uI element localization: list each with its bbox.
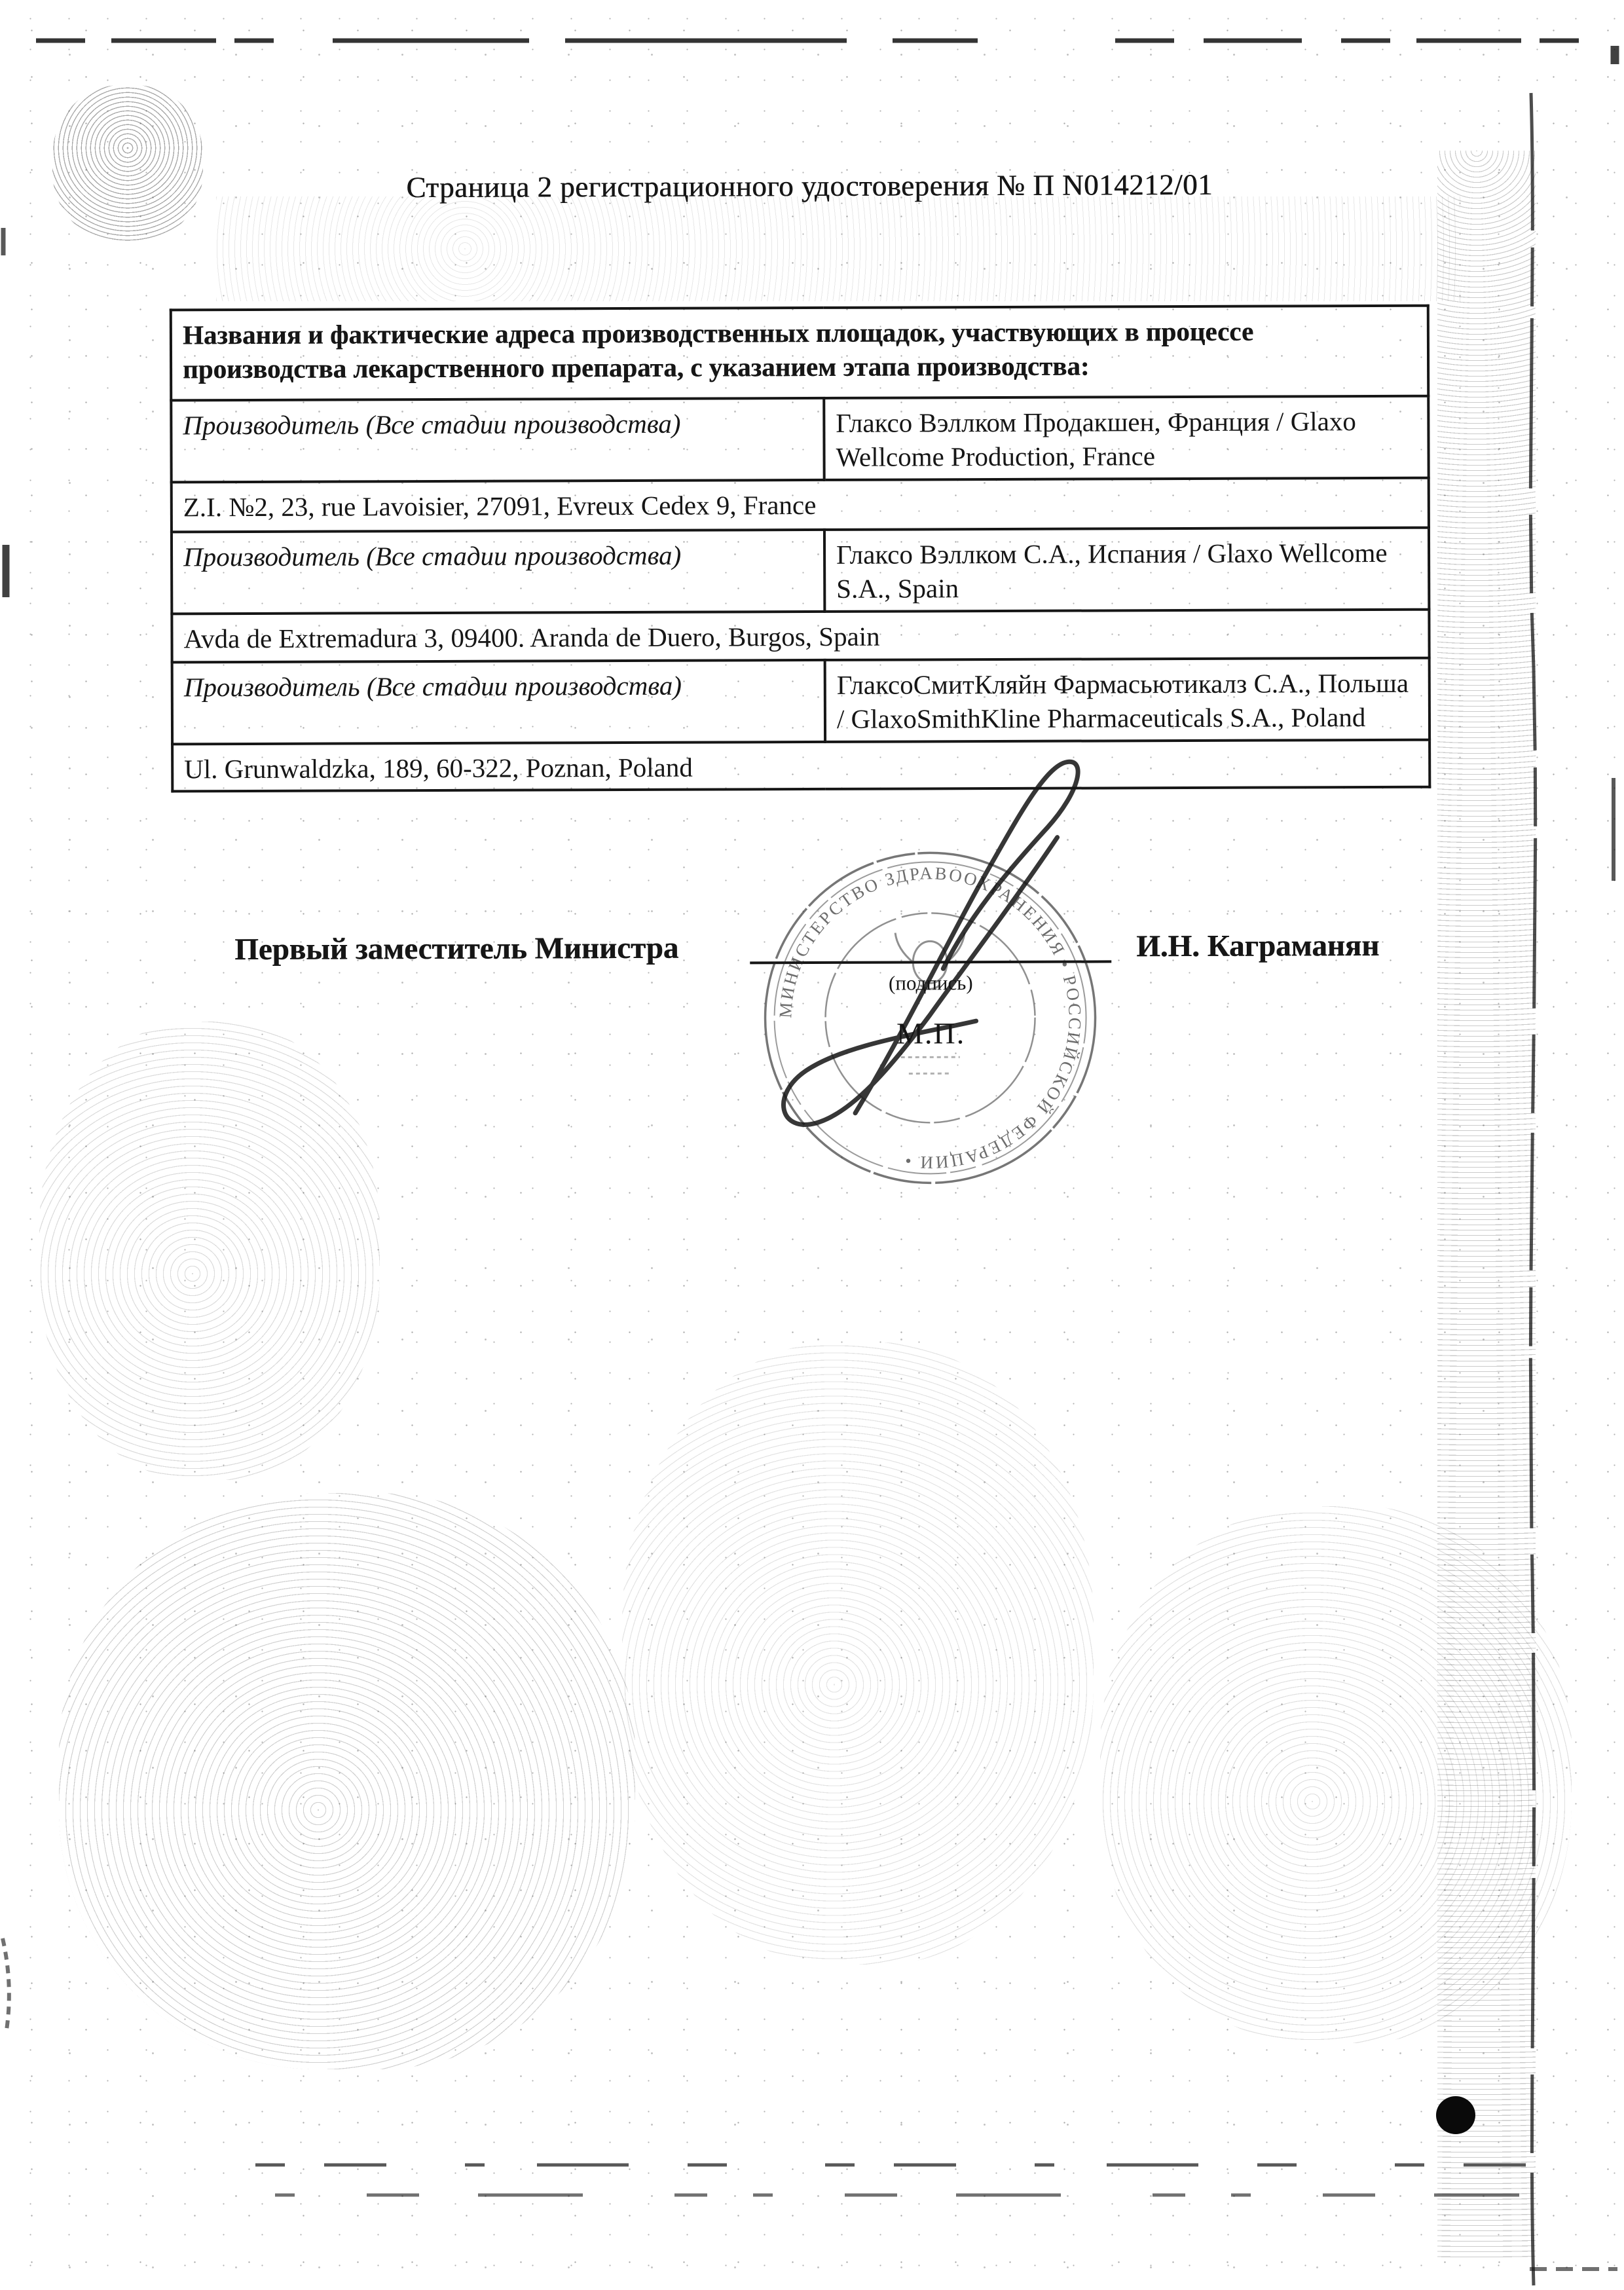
manufacturer-name-cell: Глаксо Вэллком Продакшен, Франция / Glaxo Wellcome Production, France <box>824 396 1428 480</box>
manufacturing-sites-table <box>170 305 1431 793</box>
manufacturer-address-cell: Ul. Grunwaldzka, 189, 60-322, Poznan, Poland <box>172 740 1430 792</box>
handwritten-signature <box>720 719 1212 1179</box>
manufacturer-role-cell: Производитель (Все стадии производства) <box>171 398 824 482</box>
table-header-row <box>171 306 1428 401</box>
hole-punch-mark <box>1436 2096 1475 2134</box>
manufacturer-role-cell: Производитель (Все стадии производства) <box>172 530 824 614</box>
table-header: Названия и фактические адреса производственных площадок, участвующих в процессе производства лекарственного препарата, с указанием этапа производства: <box>171 306 1428 401</box>
table-row <box>172 528 1429 614</box>
stamp-ring-text: МИНИСТЕРСТВО ЗДРАВООХРАНЕНИЯ • РОССИЙСКОЙ ФЕДЕРАЦИИ • <box>775 863 1085 1173</box>
seal-placeholder-mp: М.П. <box>896 1016 966 1050</box>
page-title: Страница 2 регистрационного удостоверения № П N014212/01 <box>406 168 1213 204</box>
manufacturer-role-cell: Производитель (Все стадии производства) <box>172 660 825 744</box>
manufacturer-name-cell: Глаксо Вэллком С.А., Испания / Glaxo Wellcome S.A., Spain <box>824 528 1429 612</box>
manufacturer-address-cell: Avda de Extremadura 3, 09400. Aranda de Duero, Burgos, Spain <box>172 610 1429 663</box>
signatory-title: Первый заместитель Министра <box>234 931 679 967</box>
manufacturer-address-cell: Z.I. №2, 23, rue Lavoisier, 27091, Evreux Cedex 9, France <box>172 478 1429 532</box>
table-row <box>171 396 1428 483</box>
table-row <box>172 478 1429 532</box>
signatory-name: И.Н. Каграманян <box>1136 928 1380 964</box>
signature-caption: (подпись) <box>888 971 973 995</box>
table-row <box>172 610 1429 663</box>
manufacturer-name-cell: ГлаксоСмитКляйн Фармасьютикалз С.А., Польша / GlaxoSmithKline Pharmaceuticals S.A., Poland <box>825 658 1430 742</box>
